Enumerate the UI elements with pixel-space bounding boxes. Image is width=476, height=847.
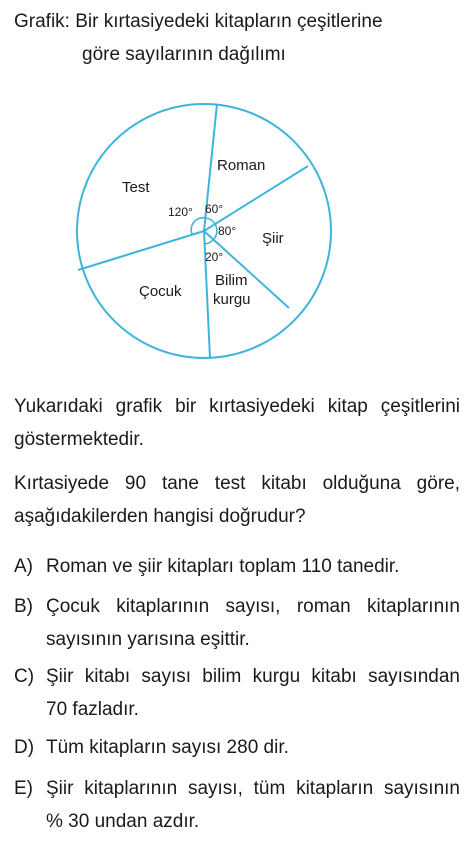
option-e-text-line-2: % 30 undan azdır. [46,811,200,832]
angle-arc [206,218,215,224]
slice-label-roman: Roman [217,157,266,174]
slice-divider-cocuk-test [78,231,204,270]
angle-label-test: 120° [168,205,193,219]
chart-title-line-1: Grafik: Bir kırtasiyedeki kitapların çeşitlerine [14,11,383,32]
option-b[interactable] [14,590,460,656]
intro-line-1: Yukarıdaki grafik bir kırtasiyedeki kitap çeşitlerini [14,396,460,417]
option-a[interactable] [14,550,460,583]
intro-paragraph [14,390,460,456]
slice-label-kurgu: kurgu [213,291,251,308]
option-e-letter: E) [14,778,33,799]
angle-arc [213,224,217,240]
question-line-1: Kırtasiyede 90 tane test kitabı olduğuna göre, [14,473,460,494]
chart-title-line-2: göre sayılarının dağılımı [82,44,286,65]
option-d-letter: D) [14,737,35,758]
slice-divider-roman-siir [204,166,308,231]
option-c-text-line-2: 70 fazladır. [46,699,139,720]
angle-arc [205,240,213,244]
option-d-text: Tüm kitapların sayısı 280 dir. [46,737,289,758]
intro-line-2: göstermektedir. [14,429,144,450]
option-b-letter: B) [14,596,33,617]
angle-label-siir: 80° [218,224,237,238]
option-c-letter: C) [14,666,35,687]
option-a-letter: A) [14,556,33,577]
option-e[interactable] [14,772,460,838]
option-e-text-line-1: Şiir kitaplarının sayısı, tüm kitapların sayısının [46,778,460,799]
pie-chart [72,100,342,370]
question-line-2: aşağıdakilerden hangisi doğrudur? [14,506,306,527]
option-c-text-line-1: Şiir kitabı sayısı bilim kurgu kitabı sayısından [46,666,460,687]
option-b-text-line-2: sayısının yarısına eşittir. [46,629,250,650]
slice-label-test: Test [122,179,150,196]
option-b-text-line-1: Çocuk kitaplarının sayısı, roman kitaplarının [46,596,460,617]
question-paragraph [14,467,460,533]
option-d[interactable] [14,731,460,764]
option-c[interactable] [14,660,460,726]
option-a-text: Roman ve şiir kitapları toplam 110 tanedir. [46,556,400,577]
slice-label-siir: Şiir [262,230,284,247]
slice-label-cocuk: Çocuk [139,283,182,300]
angle-label-bilim: 20° [205,250,224,264]
slice-label-bilim: Bilim [215,272,248,289]
angle-label-roman: 60° [205,202,224,216]
